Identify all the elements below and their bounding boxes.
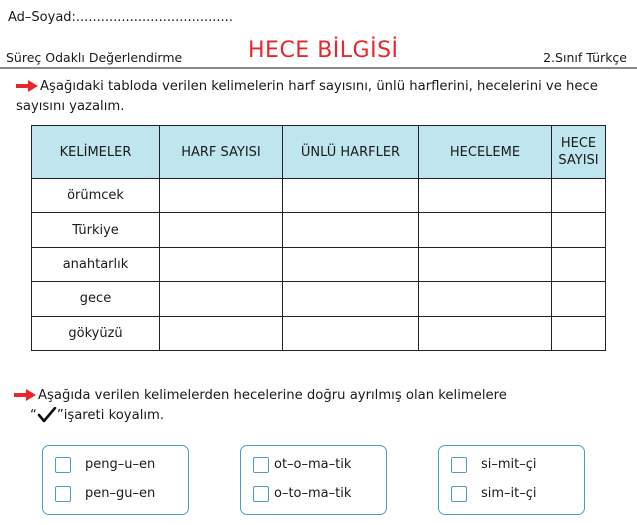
word-cell: örümcek <box>32 179 160 213</box>
assessment-type: Süreç Odaklı Değerlendirme <box>6 50 183 65</box>
name-field[interactable] <box>8 10 233 25</box>
quote-open: “ <box>30 408 37 423</box>
answer-cell[interactable] <box>160 247 283 281</box>
answer-cell[interactable] <box>419 213 552 247</box>
header-divider <box>0 67 637 69</box>
checkbox[interactable] <box>55 486 71 502</box>
option-item[interactable] <box>55 484 155 504</box>
grade-subject: 2.Sınıf Türkçe <box>543 50 627 65</box>
option-item[interactable] <box>253 484 351 504</box>
table-row <box>32 316 606 350</box>
option-label: pen–gu–en <box>85 486 156 501</box>
option-group-otomatik <box>240 445 387 515</box>
answer-cell[interactable] <box>283 316 419 350</box>
word-cell: gece <box>32 282 160 316</box>
answer-cell[interactable] <box>552 247 606 281</box>
red-arrow-icon <box>14 389 36 401</box>
table-row <box>32 213 606 247</box>
red-arrow-icon <box>16 80 38 92</box>
table-row <box>32 179 606 213</box>
option-label: peng–u–en <box>85 457 156 472</box>
answer-cell[interactable] <box>552 316 606 350</box>
answer-cell[interactable] <box>419 247 552 281</box>
word-cell: gökyüzü <box>32 316 160 350</box>
answer-cell[interactable] <box>552 179 606 213</box>
answer-cell[interactable] <box>160 282 283 316</box>
table-row <box>32 282 606 316</box>
name-blank[interactable]: ...................................... <box>75 10 233 25</box>
quote-close: ” <box>56 408 64 423</box>
checkmark-icon <box>37 407 57 423</box>
answer-cell[interactable] <box>283 282 419 316</box>
instruction-2-text-end: işareti koyalım. <box>63 408 165 423</box>
table-row <box>32 247 606 281</box>
option-label: ot–o–ma–tik <box>274 457 352 472</box>
column-header: ÜNLÜ HARFLER <box>283 126 419 179</box>
option-item[interactable] <box>253 455 351 475</box>
instruction-2 <box>32 386 622 426</box>
instruction-1 <box>16 77 626 117</box>
answer-cell[interactable] <box>160 213 283 247</box>
answer-cell[interactable] <box>160 316 283 350</box>
answer-cell[interactable] <box>283 213 419 247</box>
word-analysis-table <box>31 125 606 351</box>
answer-cell[interactable] <box>419 179 552 213</box>
answer-cell[interactable] <box>552 213 606 247</box>
column-header: KELİMELER <box>32 126 160 179</box>
option-item[interactable] <box>55 455 155 475</box>
instruction-2-text: Aşağıda verilen kelimelerden hecelerine doğru ayrılmış olan kelimelere <box>38 388 507 403</box>
option-item[interactable] <box>451 484 537 504</box>
checkbox[interactable] <box>253 457 269 473</box>
checkbox[interactable] <box>451 486 467 502</box>
page-title: HECE BİLGİSİ <box>248 38 399 63</box>
checkbox[interactable] <box>55 457 71 473</box>
word-cell: Türkiye <box>32 213 160 247</box>
option-group-simitci <box>438 445 585 515</box>
option-label: si–mit–çi <box>481 457 537 472</box>
name-label: Ad–Soyad: <box>8 10 76 25</box>
answer-cell[interactable] <box>283 179 419 213</box>
answer-cell[interactable] <box>160 179 283 213</box>
option-label: sim–it–çi <box>481 486 537 501</box>
answer-cell[interactable] <box>552 282 606 316</box>
column-header: HARF SAYISI <box>160 126 283 179</box>
option-item[interactable] <box>451 455 537 475</box>
answer-cell[interactable] <box>419 316 552 350</box>
answer-cell[interactable] <box>419 282 552 316</box>
answer-cell[interactable] <box>283 247 419 281</box>
checkbox[interactable] <box>451 457 467 473</box>
option-label: o–to–ma–tik <box>274 486 352 501</box>
column-header: HECE SAYISI <box>552 126 606 179</box>
column-header: HECELEME <box>419 126 552 179</box>
checkbox[interactable] <box>253 486 269 502</box>
instruction-1-text: Aşağıdaki tabloda verilen kelimelerin harf sayısını, ünlü harflerini, hecelerini ve hece sayısını yazalım. <box>16 79 598 114</box>
option-group-penguen <box>42 445 189 515</box>
word-cell: anahtarlık <box>32 247 160 281</box>
table-header-row <box>32 126 606 179</box>
